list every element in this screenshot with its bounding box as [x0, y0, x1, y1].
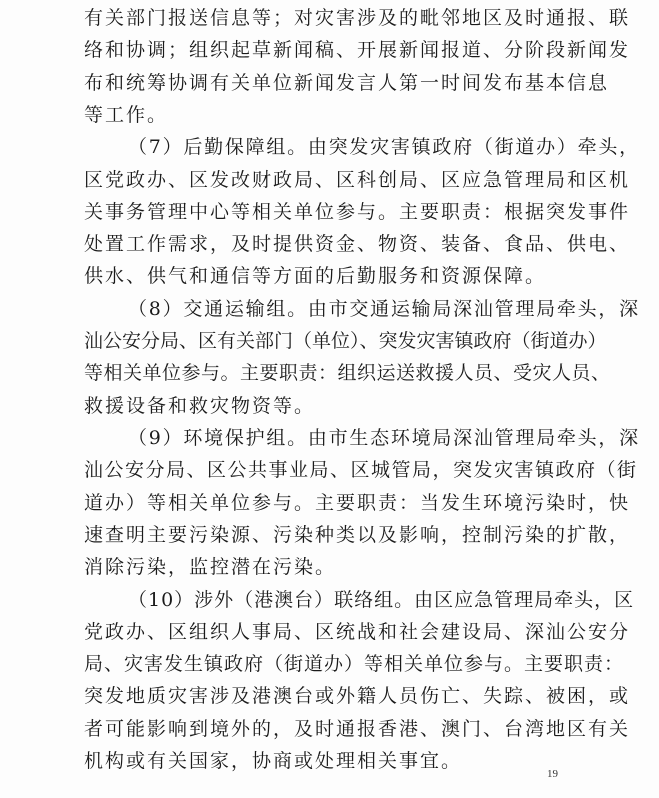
body-text-line: 布和统筹协调有关单位新闻发言人第一时间发布基本信息 [84, 71, 610, 94]
paragraph-heading-9: （9）环境保护组。由市生态环境局深汕管理局牵头，深 [128, 427, 640, 449]
body-text-line: 汕公安分局、区有关部门（单位）、突发灾害镇政府（街道办） [84, 330, 607, 352]
body-text-line: 处置工作需求，及时提供资金、物资、装备、食品、供电、 [84, 233, 631, 256]
body-text-line: 救援设备和救灾物资等。 [84, 394, 316, 417]
paragraph-heading-7: （7）后勤保障组。由突发灾害镇政府（街道办）牵头， [128, 136, 640, 159]
page-number: 19 [547, 768, 558, 780]
body-text-line: 汕公安分局、区公共事业局、区城管局，突发灾害镇政府（街 [84, 459, 638, 482]
body-text-line: 机构或有关国家，协商或处理相关事宜。 [84, 750, 463, 772]
body-text-line: 有关部门报送信息等；对灾害涉及的毗邻地区及时通报、联 [84, 7, 631, 29]
body-text-line: 消除污染，监控潜在污染。 [84, 556, 337, 579]
paragraph-heading-8: （8）交通运输组。由市交通运输局深汕管理局牵头，深 [128, 297, 640, 320]
body-text-line: 党政办、区组织人事局、区统战和社会建设局、深汕公安分 [84, 620, 631, 643]
body-text-line: 速查明主要污染源、污染种类以及影响，控制污染的扩散， [84, 523, 631, 546]
body-text-line: 者可能影响到境外的，及时通报香港、澳门、台湾地区有关 [84, 717, 631, 740]
body-text-line: 区党政办、区发改财政局、区科创局、区应急管理局和区机 [84, 168, 631, 191]
body-text-line: 等工作。 [84, 103, 169, 126]
body-text-line: 络和协调；组织起草新闻稿、开展新闻报道、分阶段新闻发 [84, 39, 631, 62]
body-text-line: 突发地质灾害涉及港澳台或外籍人员伤亡、失踪、被困，或 [84, 685, 631, 708]
body-text-line: 关事务管理中心等相关单位参与。主要职责：根据突发事件 [84, 200, 631, 223]
paragraph-heading-10: （10）涉外（港澳台）联络组。由区应急管理局牵头，区 [128, 588, 635, 611]
body-text-line: 道办）等相关单位参与。主要职责：当发生环境污染时，快 [84, 491, 631, 514]
body-text-line: 供水、供气和通信等方面的后勤服务和资源保障。 [84, 265, 547, 288]
body-text-line: 局、灾害发生镇政府（街道办）等相关单位参与。主要职责： [84, 653, 625, 676]
body-text-line: 等相关单位参与。主要职责：组织运送救援人员、受灾人员、 [84, 362, 611, 385]
